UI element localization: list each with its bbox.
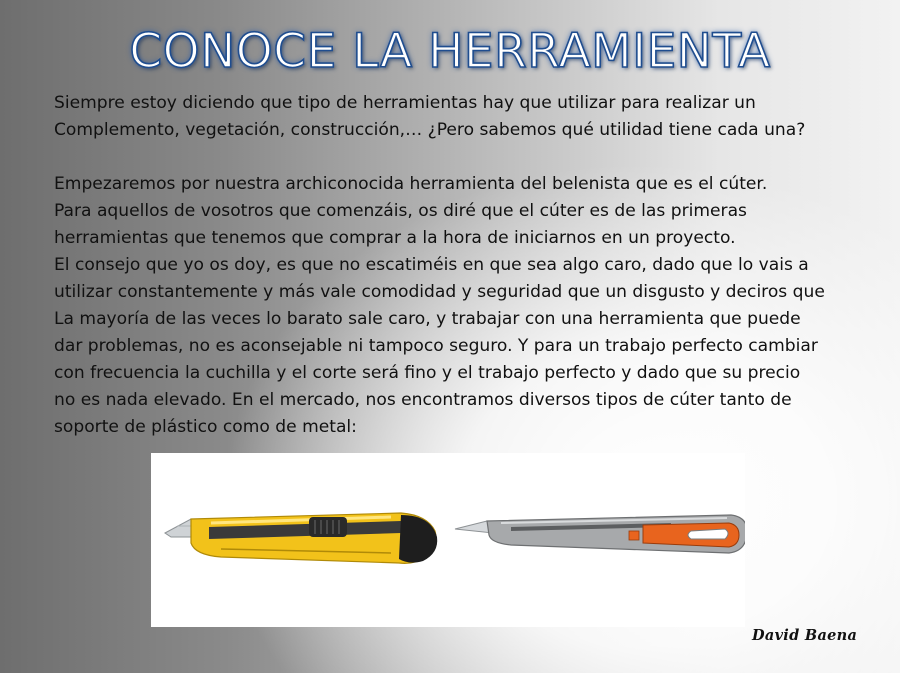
slide-title: CONOCE LA HERRAMIENTA [129,24,771,79]
body-text [54,90,884,441]
cutters-photo [151,453,745,627]
text-line: La mayoría de las veces lo barato sale caro, y trabajar con una herramienta que puede [54,309,801,329]
text-line: con frecuencia la cuchilla y el corte será fino y el trabajo perfecto y dado que su precio [54,363,801,383]
text-line: dar problemas, no es aconsejable ni tampoco seguro. Y para un trabajo perfecto cambiar [54,336,818,356]
text-line: utilizar constantemente y más vale comodidad y seguridad que un disgusto y deciros que [54,282,825,302]
plastic-cutter-image [165,513,437,563]
text-line: Empezaremos por nuestra archiconocida herramienta del belenista que es el cúter. [54,174,768,194]
metal-cutter-image [455,515,745,553]
text-line: El consejo que yo os doy, es que no escatiméis en que sea algo caro, dado que lo vais a [54,255,809,275]
text-line: herramientas que tenemos que comprar a la hora de iniciarnos en un proyecto. [54,228,736,248]
paragraph-gap [54,144,884,171]
text-line: no es nada elevado. En el mercado, nos encontramos diversos tipos de cúter tanto de [54,390,792,410]
author-signature: David Baena [752,627,858,644]
text-line: Siempre estoy diciendo que tipo de herramientas hay que utilizar para realizar un [54,93,756,113]
text-line: Complemento, vegetación, construcción,… ¿Pero sabemos qué utilidad tiene cada una? [54,120,806,140]
text-line: Para aquellos de vosotros que comenzáis, os diré que el cúter es de las primeras [54,201,747,221]
text-line: soporte de plástico como de metal: [54,417,357,437]
